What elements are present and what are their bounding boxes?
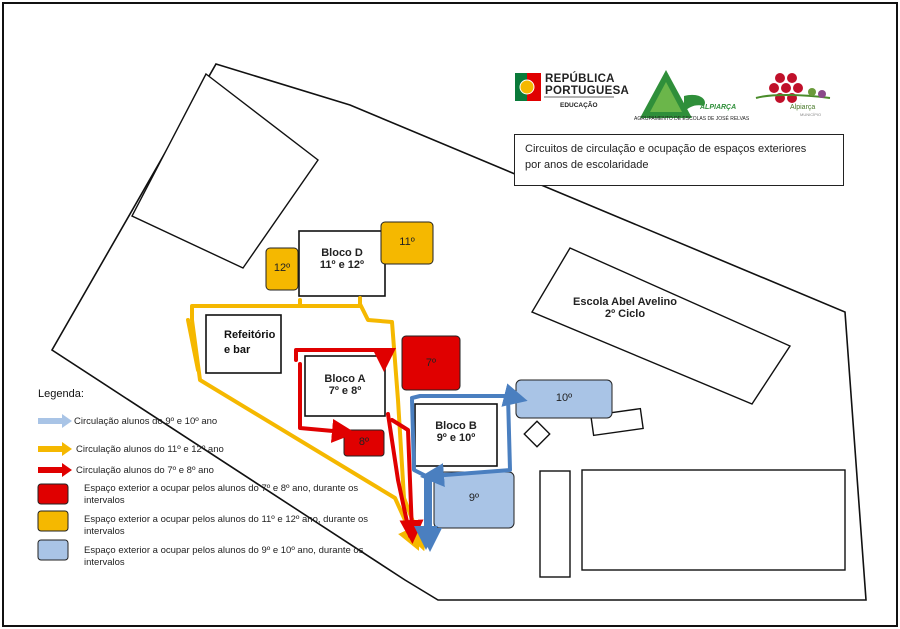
title-line1: Circuitos de circulação e ocupação de espaços exteriores: [525, 143, 807, 155]
municipio-sub: MUNICÍPIO: [800, 112, 822, 117]
agrupamento-sub: AGRUPAMENTO DE ESCOLAS DE JOSÉ RELVAS: [634, 116, 750, 122]
legend-item-yellow-path: Circulação alunos do 11º e 12º ano: [76, 444, 224, 455]
sports-building: [582, 470, 845, 570]
legend-item-yellow-zone: Espaço exterior a ocupar pelos alunos do 11º e 12º ano, durante os intervalos: [84, 514, 369, 537]
republica-line1: REPÚBLICA: [545, 73, 615, 85]
bloco-b-label: Bloco B 9º e 10º: [435, 420, 477, 444]
legend-item-red-path: Circulação alunos do 7º e 8º ano: [76, 465, 214, 476]
zone-8-label: 8º: [358, 436, 370, 448]
zone-9-label: 9º: [468, 492, 480, 504]
bloco-d-label: Bloco D 11º e 12º: [319, 247, 365, 271]
zone-10-label: 10º: [555, 392, 573, 404]
map-title-box: [514, 134, 844, 186]
bloco-a-label: Bloco A 7º e 8º: [324, 373, 366, 397]
republica-line2: PORTUGUESA: [545, 85, 630, 97]
republica-sub: EDUCAÇÃO: [560, 102, 598, 109]
zone-7-label: 7º: [425, 357, 437, 369]
legend-item-blue-zone: Espaço exterior a ocupar pelos alunos do 9º e 10º ano, durante os intervalos: [84, 545, 364, 568]
zone-11-label: 11º: [399, 236, 415, 248]
title-line2: por anos de escolaridade: [525, 159, 649, 171]
legend-item-red-zone: Espaço exterior a ocupar pelos alunos do 7º e 8º ano, durante os intervalos: [84, 483, 359, 506]
legend-item-blue-path: Circulação alunos do 9º e 10º ano: [74, 416, 218, 427]
legend-title: Legenda:: [38, 388, 84, 400]
small-building: [540, 471, 570, 577]
refeitorio-label: Refeitório e bar: [224, 329, 276, 356]
escola-label: Escola Abel Avelino 2º Ciclo: [573, 296, 677, 320]
municipio-name: Alpiarça: [790, 104, 816, 111]
agrupamento-name: ALPIARÇA: [700, 104, 737, 111]
zone-12-label: 12º: [273, 262, 291, 274]
republica-emblem-icon: [515, 73, 541, 101]
